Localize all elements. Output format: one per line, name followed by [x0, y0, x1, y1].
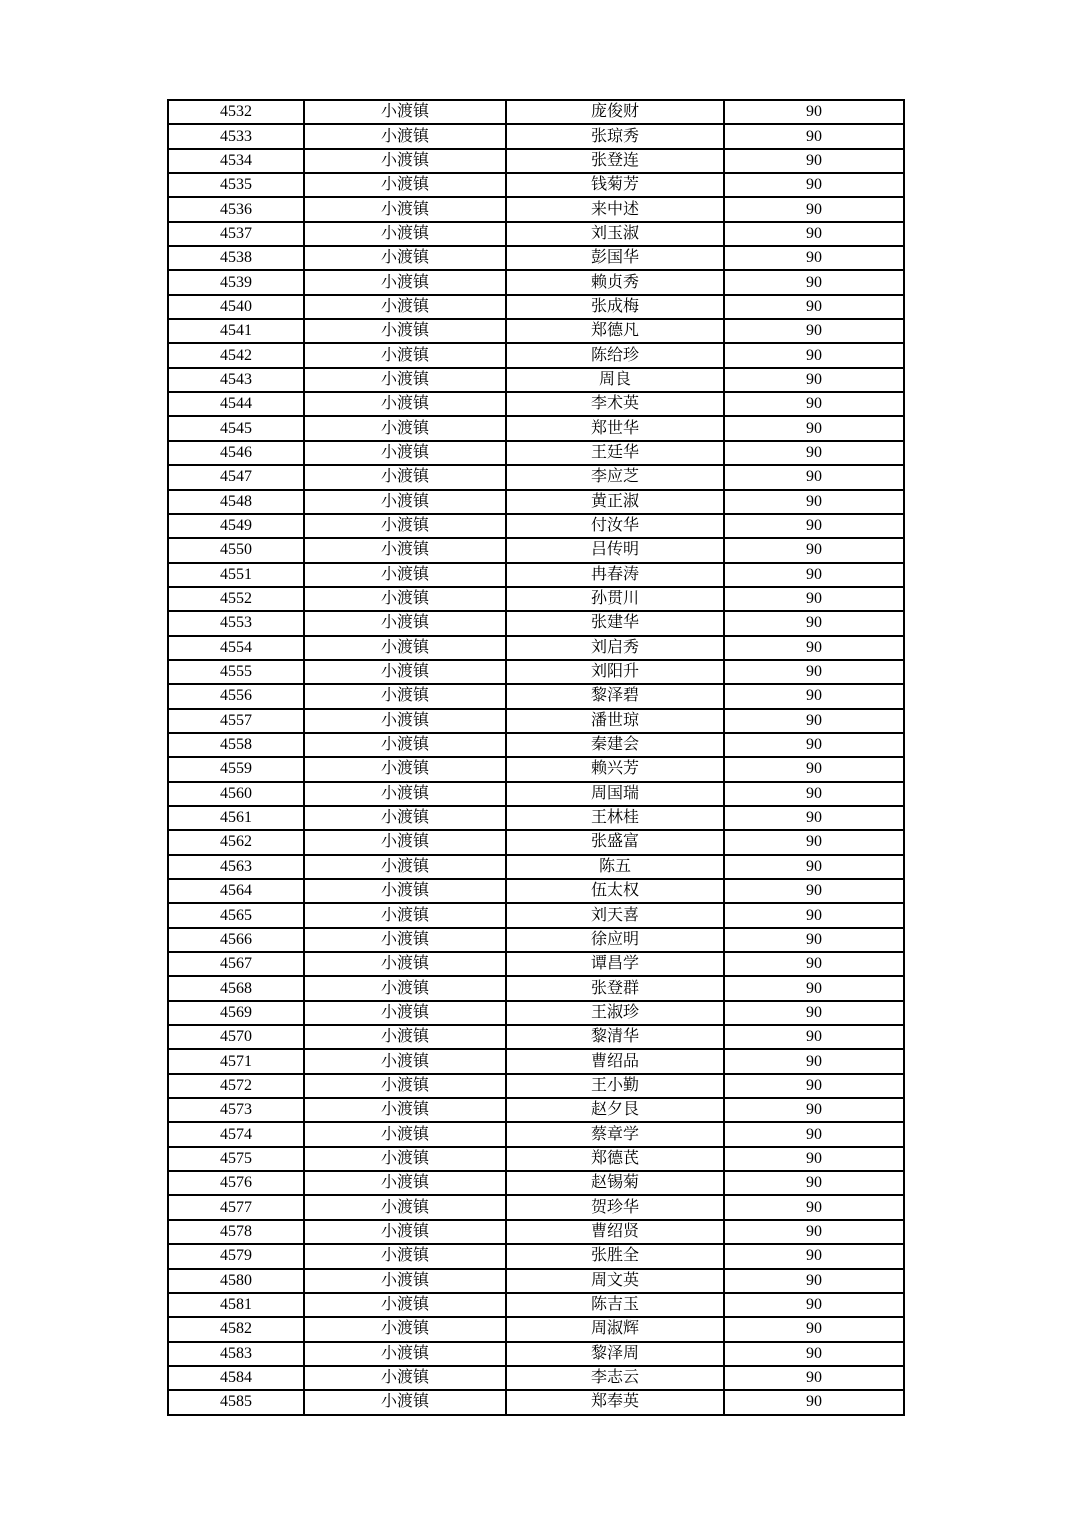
cell-id: 4552 — [168, 587, 304, 611]
cell-id: 4578 — [168, 1220, 304, 1244]
cell-name: 周文英 — [506, 1269, 724, 1293]
results-table — [167, 99, 905, 1416]
cell-id: 4538 — [168, 246, 304, 270]
cell-name: 郑奉英 — [506, 1390, 724, 1414]
table-row — [168, 928, 904, 952]
cell-id: 4584 — [168, 1366, 304, 1390]
table-row — [168, 392, 904, 416]
table-row — [168, 684, 904, 708]
table-row — [168, 222, 904, 246]
cell-name: 周国瑞 — [506, 782, 724, 806]
table-row — [168, 1171, 904, 1195]
cell-id: 4542 — [168, 343, 304, 367]
table-row — [168, 757, 904, 781]
cell-name: 钱菊芳 — [506, 173, 724, 197]
cell-id: 4573 — [168, 1098, 304, 1122]
cell-id: 4585 — [168, 1390, 304, 1414]
cell-id: 4540 — [168, 295, 304, 319]
cell-name: 来中述 — [506, 197, 724, 221]
table-row — [168, 173, 904, 197]
cell-name: 吕传明 — [506, 538, 724, 562]
cell-town: 小渡镇 — [304, 660, 506, 684]
table-row — [168, 611, 904, 635]
cell-town: 小渡镇 — [304, 1049, 506, 1073]
cell-id: 4536 — [168, 197, 304, 221]
cell-town: 小渡镇 — [304, 806, 506, 830]
cell-name: 黎清华 — [506, 1025, 724, 1049]
cell-score: 90 — [724, 952, 904, 976]
cell-id: 4579 — [168, 1244, 304, 1268]
cell-score: 90 — [724, 1025, 904, 1049]
cell-id: 4541 — [168, 319, 304, 343]
cell-town: 小渡镇 — [304, 1171, 506, 1195]
cell-score: 90 — [724, 1366, 904, 1390]
cell-town: 小渡镇 — [304, 416, 506, 440]
table-row — [168, 782, 904, 806]
cell-name: 王淑珍 — [506, 1001, 724, 1025]
cell-town: 小渡镇 — [304, 1244, 506, 1268]
cell-score: 90 — [724, 124, 904, 148]
cell-town: 小渡镇 — [304, 1293, 506, 1317]
cell-score: 90 — [724, 1342, 904, 1366]
cell-score: 90 — [724, 392, 904, 416]
cell-score: 90 — [724, 806, 904, 830]
cell-town: 小渡镇 — [304, 563, 506, 587]
cell-id: 4576 — [168, 1171, 304, 1195]
cell-name: 刘天喜 — [506, 903, 724, 927]
table-row — [168, 441, 904, 465]
table-row — [168, 197, 904, 221]
cell-name: 王小勤 — [506, 1074, 724, 1098]
cell-id: 4582 — [168, 1317, 304, 1341]
cell-town: 小渡镇 — [304, 611, 506, 635]
cell-id: 4560 — [168, 782, 304, 806]
table-row — [168, 343, 904, 367]
cell-id: 4581 — [168, 1293, 304, 1317]
cell-score: 90 — [724, 733, 904, 757]
cell-town: 小渡镇 — [304, 928, 506, 952]
cell-town: 小渡镇 — [304, 855, 506, 879]
table-row — [168, 246, 904, 270]
cell-name: 王林桂 — [506, 806, 724, 830]
cell-name: 李术英 — [506, 392, 724, 416]
cell-score: 90 — [724, 587, 904, 611]
cell-town: 小渡镇 — [304, 270, 506, 294]
cell-name: 潘世琼 — [506, 709, 724, 733]
table-row — [168, 295, 904, 319]
cell-town: 小渡镇 — [304, 1220, 506, 1244]
cell-score: 90 — [724, 1147, 904, 1171]
table-row — [168, 1025, 904, 1049]
table-row — [168, 879, 904, 903]
table-row — [168, 1074, 904, 1098]
cell-id: 4533 — [168, 124, 304, 148]
cell-town: 小渡镇 — [304, 538, 506, 562]
cell-town: 小渡镇 — [304, 514, 506, 538]
cell-score: 90 — [724, 830, 904, 854]
table-row — [168, 709, 904, 733]
cell-name: 彭国华 — [506, 246, 724, 270]
cell-name: 黎泽碧 — [506, 684, 724, 708]
cell-town: 小渡镇 — [304, 1122, 506, 1146]
cell-name: 张登连 — [506, 149, 724, 173]
cell-score: 90 — [724, 246, 904, 270]
cell-score: 90 — [724, 441, 904, 465]
cell-name: 赖贞秀 — [506, 270, 724, 294]
cell-town: 小渡镇 — [304, 1147, 506, 1171]
cell-score: 90 — [724, 149, 904, 173]
table-row — [168, 733, 904, 757]
table-row — [168, 830, 904, 854]
cell-name: 赵夕艮 — [506, 1098, 724, 1122]
cell-id: 4551 — [168, 563, 304, 587]
table-row — [168, 1001, 904, 1025]
table-row — [168, 1269, 904, 1293]
cell-name: 李应芝 — [506, 465, 724, 489]
cell-score: 90 — [724, 757, 904, 781]
table-row — [168, 368, 904, 392]
cell-name: 徐应明 — [506, 928, 724, 952]
cell-town: 小渡镇 — [304, 149, 506, 173]
cell-score: 90 — [724, 538, 904, 562]
cell-name: 张胜全 — [506, 1244, 724, 1268]
table-row — [168, 514, 904, 538]
cell-id: 4575 — [168, 1147, 304, 1171]
cell-id: 4532 — [168, 100, 304, 124]
cell-id: 4537 — [168, 222, 304, 246]
cell-id: 4577 — [168, 1195, 304, 1219]
cell-name: 刘玉淑 — [506, 222, 724, 246]
cell-town: 小渡镇 — [304, 124, 506, 148]
cell-id: 4583 — [168, 1342, 304, 1366]
cell-score: 90 — [724, 903, 904, 927]
cell-id: 4546 — [168, 441, 304, 465]
cell-town: 小渡镇 — [304, 392, 506, 416]
cell-score: 90 — [724, 928, 904, 952]
cell-name: 冉春涛 — [506, 563, 724, 587]
cell-town: 小渡镇 — [304, 343, 506, 367]
table-row — [168, 1122, 904, 1146]
cell-id: 4549 — [168, 514, 304, 538]
cell-name: 王廷华 — [506, 441, 724, 465]
cell-name: 黎泽周 — [506, 1342, 724, 1366]
cell-name: 张琼秀 — [506, 124, 724, 148]
table-row — [168, 1293, 904, 1317]
cell-name: 黄正淑 — [506, 490, 724, 514]
cell-town: 小渡镇 — [304, 1195, 506, 1219]
cell-town: 小渡镇 — [304, 1025, 506, 1049]
cell-id: 4550 — [168, 538, 304, 562]
cell-name: 郑德凡 — [506, 319, 724, 343]
cell-score: 90 — [724, 1122, 904, 1146]
cell-name: 庞俊财 — [506, 100, 724, 124]
table-row — [168, 952, 904, 976]
cell-score: 90 — [724, 660, 904, 684]
cell-score: 90 — [724, 1098, 904, 1122]
cell-name: 李志云 — [506, 1366, 724, 1390]
cell-score: 90 — [724, 1171, 904, 1195]
table-row — [168, 1220, 904, 1244]
cell-id: 4547 — [168, 465, 304, 489]
table-row — [168, 1390, 904, 1414]
cell-town: 小渡镇 — [304, 1098, 506, 1122]
cell-id: 4539 — [168, 270, 304, 294]
cell-score: 90 — [724, 1293, 904, 1317]
cell-town: 小渡镇 — [304, 636, 506, 660]
cell-town: 小渡镇 — [304, 490, 506, 514]
cell-town: 小渡镇 — [304, 952, 506, 976]
cell-name: 郑德芪 — [506, 1147, 724, 1171]
cell-town: 小渡镇 — [304, 465, 506, 489]
cell-score: 90 — [724, 416, 904, 440]
cell-score: 90 — [724, 1390, 904, 1414]
cell-name: 刘阳升 — [506, 660, 724, 684]
cell-score: 90 — [724, 709, 904, 733]
cell-town: 小渡镇 — [304, 222, 506, 246]
table-row — [168, 149, 904, 173]
cell-town: 小渡镇 — [304, 173, 506, 197]
cell-town: 小渡镇 — [304, 879, 506, 903]
cell-town: 小渡镇 — [304, 1001, 506, 1025]
cell-id: 4556 — [168, 684, 304, 708]
cell-score: 90 — [724, 465, 904, 489]
table-row — [168, 490, 904, 514]
cell-id: 4559 — [168, 757, 304, 781]
cell-town: 小渡镇 — [304, 246, 506, 270]
cell-town: 小渡镇 — [304, 903, 506, 927]
cell-id: 4548 — [168, 490, 304, 514]
cell-name: 谭昌学 — [506, 952, 724, 976]
cell-id: 4545 — [168, 416, 304, 440]
table-row — [168, 124, 904, 148]
cell-score: 90 — [724, 270, 904, 294]
cell-id: 4569 — [168, 1001, 304, 1025]
cell-town: 小渡镇 — [304, 684, 506, 708]
table-row — [168, 1244, 904, 1268]
cell-name: 曹绍品 — [506, 1049, 724, 1073]
table-row — [168, 1195, 904, 1219]
table-row — [168, 976, 904, 1000]
table-row — [168, 270, 904, 294]
cell-town: 小渡镇 — [304, 295, 506, 319]
cell-id: 4564 — [168, 879, 304, 903]
cell-town: 小渡镇 — [304, 757, 506, 781]
table-row — [168, 319, 904, 343]
table-row — [168, 660, 904, 684]
cell-score: 90 — [724, 1220, 904, 1244]
cell-town: 小渡镇 — [304, 1342, 506, 1366]
table-row — [168, 1147, 904, 1171]
table-row — [168, 100, 904, 124]
cell-id: 4553 — [168, 611, 304, 635]
cell-name: 伍太权 — [506, 879, 724, 903]
cell-town: 小渡镇 — [304, 1074, 506, 1098]
cell-score: 90 — [724, 222, 904, 246]
table-row — [168, 1317, 904, 1341]
cell-name: 郑世华 — [506, 416, 724, 440]
cell-id: 4558 — [168, 733, 304, 757]
cell-name: 秦建会 — [506, 733, 724, 757]
table-row — [168, 1098, 904, 1122]
cell-town: 小渡镇 — [304, 782, 506, 806]
cell-id: 4535 — [168, 173, 304, 197]
cell-id: 4544 — [168, 392, 304, 416]
table-row — [168, 538, 904, 562]
cell-town: 小渡镇 — [304, 1317, 506, 1341]
cell-score: 90 — [724, 197, 904, 221]
cell-id: 4572 — [168, 1074, 304, 1098]
cell-score: 90 — [724, 855, 904, 879]
cell-score: 90 — [724, 1317, 904, 1341]
cell-id: 4568 — [168, 976, 304, 1000]
cell-score: 90 — [724, 514, 904, 538]
cell-town: 小渡镇 — [304, 830, 506, 854]
cell-id: 4566 — [168, 928, 304, 952]
cell-score: 90 — [724, 636, 904, 660]
cell-id: 4555 — [168, 660, 304, 684]
cell-score: 90 — [724, 343, 904, 367]
cell-id: 4563 — [168, 855, 304, 879]
table-row — [168, 1366, 904, 1390]
table-row — [168, 636, 904, 660]
cell-name: 赵锡菊 — [506, 1171, 724, 1195]
cell-id: 4561 — [168, 806, 304, 830]
cell-id: 4554 — [168, 636, 304, 660]
cell-score: 90 — [724, 1074, 904, 1098]
cell-score: 90 — [724, 1269, 904, 1293]
cell-town: 小渡镇 — [304, 587, 506, 611]
cell-id: 4571 — [168, 1049, 304, 1073]
cell-name: 曹绍贤 — [506, 1220, 724, 1244]
cell-name: 孙贯川 — [506, 587, 724, 611]
cell-town: 小渡镇 — [304, 100, 506, 124]
cell-town: 小渡镇 — [304, 368, 506, 392]
cell-id: 4562 — [168, 830, 304, 854]
cell-name: 张登群 — [506, 976, 724, 1000]
cell-score: 90 — [724, 368, 904, 392]
cell-name: 周淑辉 — [506, 1317, 724, 1341]
cell-score: 90 — [724, 295, 904, 319]
cell-town: 小渡镇 — [304, 441, 506, 465]
table-row — [168, 903, 904, 927]
cell-score: 90 — [724, 976, 904, 1000]
cell-town: 小渡镇 — [304, 733, 506, 757]
cell-score: 90 — [724, 1195, 904, 1219]
cell-score: 90 — [724, 173, 904, 197]
cell-name: 周良 — [506, 368, 724, 392]
cell-town: 小渡镇 — [304, 1390, 506, 1414]
cell-score: 90 — [724, 490, 904, 514]
table-row — [168, 1049, 904, 1073]
cell-name: 赖兴芳 — [506, 757, 724, 781]
table-row — [168, 806, 904, 830]
cell-score: 90 — [724, 563, 904, 587]
table-row — [168, 563, 904, 587]
cell-id: 4580 — [168, 1269, 304, 1293]
cell-town: 小渡镇 — [304, 197, 506, 221]
table-row — [168, 465, 904, 489]
cell-name: 蔡章学 — [506, 1122, 724, 1146]
cell-score: 90 — [724, 611, 904, 635]
cell-score: 90 — [724, 1244, 904, 1268]
cell-score: 90 — [724, 782, 904, 806]
cell-id: 4557 — [168, 709, 304, 733]
cell-id: 4570 — [168, 1025, 304, 1049]
table-row — [168, 1342, 904, 1366]
table-body — [168, 100, 904, 1415]
cell-name: 付汝华 — [506, 514, 724, 538]
cell-id: 4543 — [168, 368, 304, 392]
cell-score: 90 — [724, 684, 904, 708]
cell-town: 小渡镇 — [304, 1366, 506, 1390]
cell-score: 90 — [724, 879, 904, 903]
table-row — [168, 587, 904, 611]
cell-name: 刘启秀 — [506, 636, 724, 660]
cell-id: 4567 — [168, 952, 304, 976]
table-row — [168, 416, 904, 440]
cell-score: 90 — [724, 319, 904, 343]
cell-name: 陈吉玉 — [506, 1293, 724, 1317]
table-row — [168, 855, 904, 879]
cell-town: 小渡镇 — [304, 319, 506, 343]
cell-name: 贺珍华 — [506, 1195, 724, 1219]
cell-score: 90 — [724, 100, 904, 124]
cell-name: 张盛富 — [506, 830, 724, 854]
cell-score: 90 — [724, 1001, 904, 1025]
cell-id: 4565 — [168, 903, 304, 927]
cell-score: 90 — [724, 1049, 904, 1073]
cell-name: 张成梅 — [506, 295, 724, 319]
cell-name: 陈给珍 — [506, 343, 724, 367]
cell-town: 小渡镇 — [304, 709, 506, 733]
cell-town: 小渡镇 — [304, 1269, 506, 1293]
cell-town: 小渡镇 — [304, 976, 506, 1000]
cell-id: 4574 — [168, 1122, 304, 1146]
cell-id: 4534 — [168, 149, 304, 173]
cell-name: 张建华 — [506, 611, 724, 635]
cell-name: 陈五 — [506, 855, 724, 879]
